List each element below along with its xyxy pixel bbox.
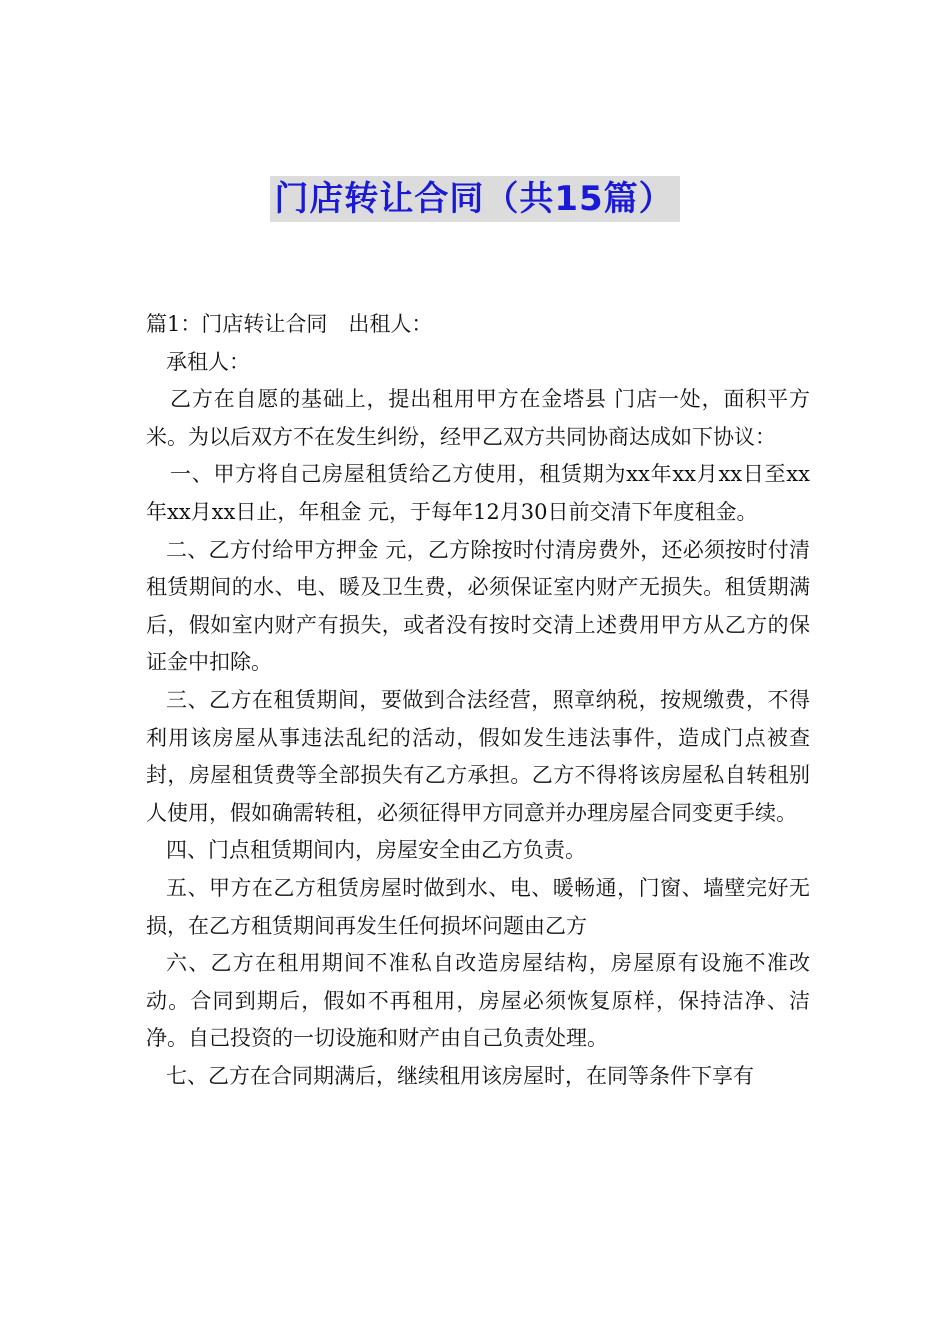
heading-line: 篇1：门店转让合同 出租人： <box>146 312 433 336</box>
clause-3: 三、乙方在租赁期间，要做到合法经营，照章纳税，按规缴费，不得利用该房屋从事违法乱纪的活动，假如发生违法事件，造成门点被查封，房屋租赁费等全部损失有乙方承担。乙方不得将该房屋私自转租别人使用，假如确需转租，必须征得甲方同意并办理房屋合同变更手续。 <box>146 687 810 825</box>
clause-1: 一、甲方将自己房屋租赁给乙方使用，租赁期为xx年xx月xx日至xx年xx月xx日止，年租金 元，于每年12月30日前交清下年度租金。 <box>146 462 810 524</box>
lessee-line: 承租人： <box>166 349 250 374</box>
clause-4: 四、门点租赁期间内，房屋安全由乙方负责。 <box>166 838 586 863</box>
intro-paragraph: 乙方在自愿的基础上，提出租用甲方在金塔县 门店一处，面积平方米。为以后双方不在发生纠纷，经甲乙双方共同协商达成如下协议： <box>146 387 810 449</box>
document-body <box>146 306 810 1095</box>
clause-6: 六、乙方在租用期间不准私自改造房屋结构，房屋原有设施不准改动。合同到期后，假如不再租用，房屋必须恢复原样，保持洁净、洁净。自己投资的一切设施和财产由自己负责处理。 <box>146 951 810 1051</box>
clause-2: 二、乙方付给甲方押金 元，乙方除按时付清房费外，还必须按时付清租赁期间的水、电、暖及卫生费，必须保证室内财产无损失。租赁期满后，假如室内财产有损失，或者没有按时交清上述费用甲方从乙方的保证金中扣除。 <box>146 537 810 675</box>
clause-7: 七、乙方在合同期满后，继续租用该房屋时，在同等条件下享有 <box>166 1063 754 1088</box>
document-title: 门店转让合同（共15篇） <box>270 176 679 222</box>
clause-5: 五、甲方在乙方租赁房屋时做到水、电、暖畅通，门窗、墙壁完好无损，在乙方租赁期间再发生任何损坏问题由乙方 <box>146 875 810 938</box>
title-container <box>0 176 950 222</box>
